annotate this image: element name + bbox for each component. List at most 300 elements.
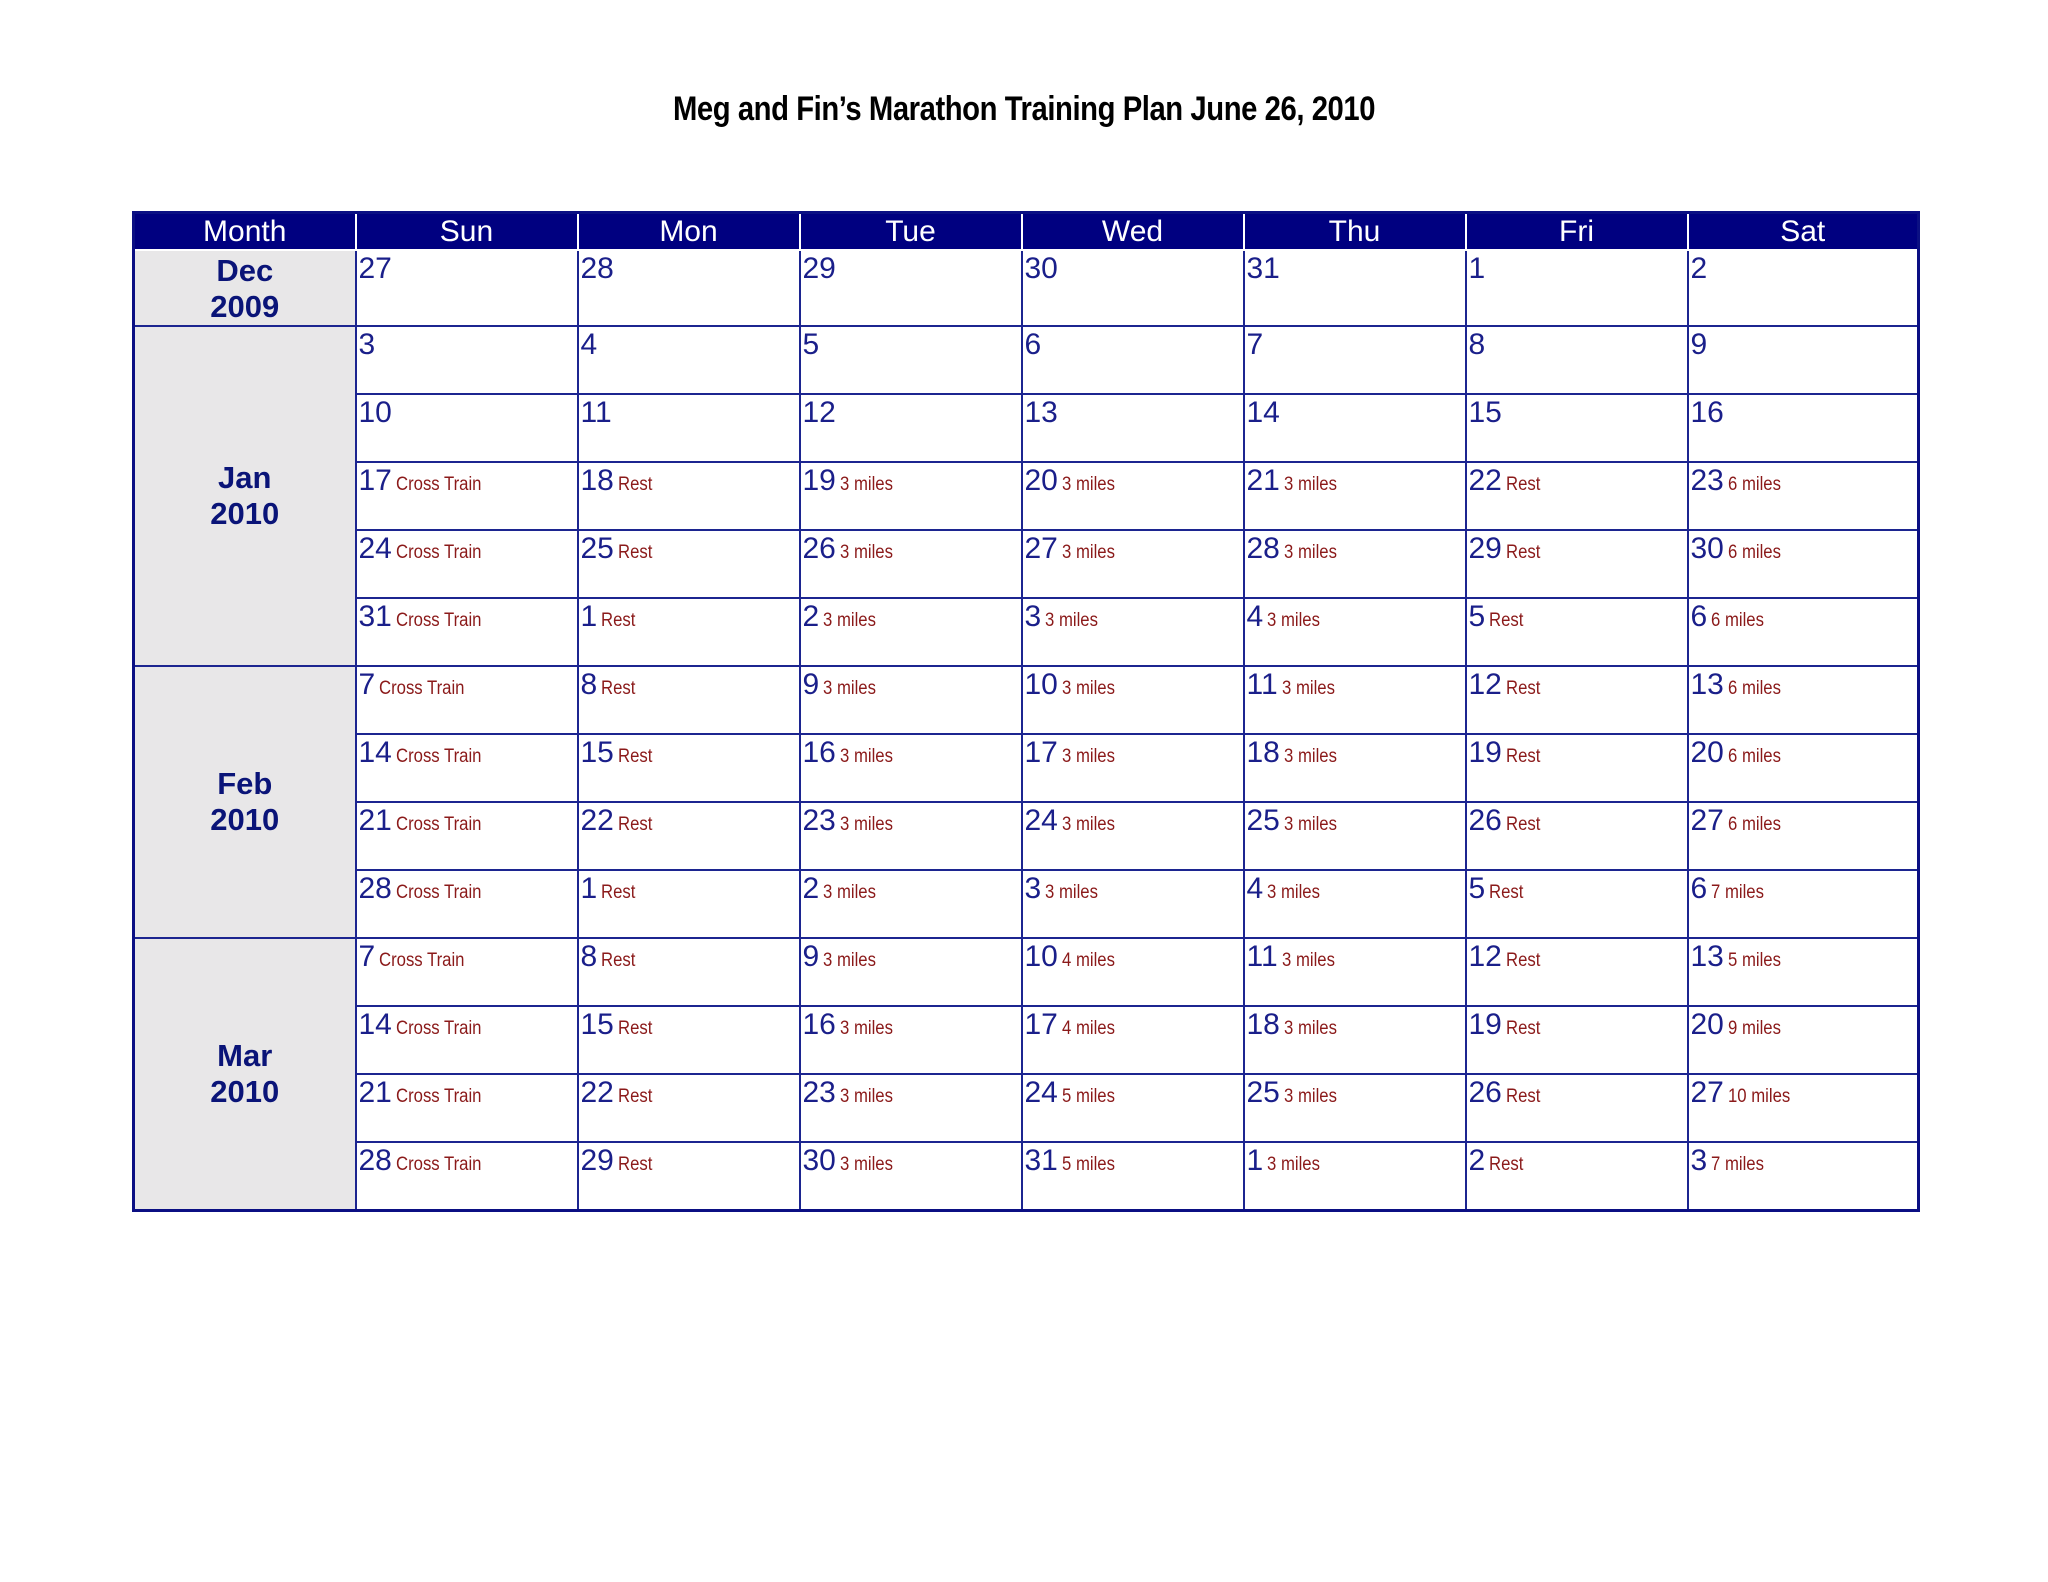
day-cell — [578, 598, 800, 666]
day-cell — [1022, 1142, 1244, 1211]
day-number: 2 — [1690, 252, 1708, 285]
workout-label: 3 miles — [823, 610, 877, 631]
week-row — [134, 802, 1919, 870]
day-number: 31 — [1024, 1144, 1058, 1177]
day-number: 18 — [580, 464, 614, 497]
day-number: 10 — [1024, 940, 1058, 973]
day-cell — [800, 938, 1022, 1006]
workout-label: 3 miles — [1283, 746, 1337, 767]
day-cell — [1244, 734, 1466, 802]
day-number: 5 — [1468, 600, 1486, 633]
workout-label: Rest — [1505, 678, 1541, 699]
workout-label: Cross Train — [395, 542, 482, 563]
day-cell — [1244, 394, 1466, 462]
day-number: 1 — [580, 872, 598, 905]
day-cell — [356, 666, 578, 734]
month-name: Jan — [218, 460, 272, 495]
header-row — [134, 213, 1919, 251]
workout-label: Cross Train — [395, 1154, 482, 1175]
workout-label: 3 miles — [823, 882, 877, 903]
workout-label: 3 miles — [1061, 746, 1115, 767]
workout-label: 3 miles — [1061, 542, 1115, 563]
workout-label: Rest — [1505, 1018, 1541, 1039]
header-tue: Tue — [800, 213, 1022, 251]
day-number: 17 — [1024, 1008, 1058, 1041]
day-cell — [800, 530, 1022, 598]
day-cell — [800, 666, 1022, 734]
day-cell — [578, 1142, 800, 1211]
day-number: 11 — [1246, 940, 1278, 973]
day-cell — [1022, 666, 1244, 734]
day-number: 26 — [1468, 804, 1502, 837]
workout-label: Rest — [1505, 950, 1541, 971]
day-cell — [578, 870, 800, 938]
day-number: 16 — [1690, 396, 1724, 429]
day-number: 17 — [1024, 736, 1058, 769]
day-number: 31 — [358, 600, 392, 633]
day-number: 23 — [1690, 464, 1724, 497]
day-cell — [578, 666, 800, 734]
day-cell — [1022, 462, 1244, 530]
day-cell — [578, 734, 800, 802]
day-cell — [356, 598, 578, 666]
workout-label: 6 miles — [1727, 814, 1781, 835]
day-cell — [1022, 870, 1244, 938]
day-cell — [1466, 1074, 1688, 1142]
day-number: 20 — [1690, 1008, 1724, 1041]
workout-label: 6 miles — [1727, 474, 1781, 495]
workout-label: 3 miles — [1267, 610, 1321, 631]
day-cell — [800, 734, 1022, 802]
day-number: 26 — [802, 532, 836, 565]
week-row — [134, 598, 1919, 666]
day-number: 31 — [1246, 252, 1280, 285]
day-number: 5 — [802, 328, 820, 361]
day-number: 2 — [1468, 1144, 1486, 1177]
workout-label: 3 miles — [1283, 1086, 1337, 1107]
day-number: 7 — [358, 940, 376, 973]
day-cell — [800, 1074, 1022, 1142]
day-cell — [1688, 598, 1919, 666]
workout-label: 6 miles — [1727, 678, 1781, 699]
week-row — [134, 870, 1919, 938]
workout-label: Rest — [1505, 746, 1541, 767]
week-row — [134, 530, 1919, 598]
day-number: 19 — [1468, 1008, 1502, 1041]
day-cell — [356, 938, 578, 1006]
day-number: 7 — [358, 668, 376, 701]
day-cell — [800, 598, 1022, 666]
day-number: 4 — [1246, 872, 1264, 905]
week-row — [134, 1074, 1919, 1142]
workout-label: Rest — [1505, 474, 1541, 495]
day-cell — [1688, 870, 1919, 938]
page-title: Meg and Fin’s Marathon Training Plan June 26, 2010 — [672, 90, 1376, 128]
day-number: 14 — [358, 1008, 392, 1041]
workout-label: Rest — [1489, 1154, 1524, 1175]
header-month: Month — [134, 213, 356, 251]
workout-label: Cross Train — [395, 474, 482, 495]
workout-label: Cross Train — [395, 814, 482, 835]
training-calendar — [132, 211, 1920, 1212]
day-number: 29 — [1468, 532, 1502, 565]
workout-label: 3 miles — [1045, 610, 1099, 631]
day-cell — [1688, 734, 1919, 802]
day-number: 14 — [1246, 396, 1280, 429]
day-number: 15 — [580, 736, 614, 769]
day-number: 18 — [1246, 736, 1280, 769]
workout-label: Rest — [617, 1086, 653, 1107]
day-number: 24 — [358, 532, 392, 565]
day-number: 27 — [358, 252, 392, 285]
header-fri: Fri — [1466, 213, 1688, 251]
workout-label: 3 miles — [1061, 474, 1115, 495]
day-cell — [578, 1006, 800, 1074]
day-number: 30 — [802, 1144, 836, 1177]
day-cell — [1244, 938, 1466, 1006]
workout-label: 6 miles — [1711, 610, 1765, 631]
header-sun: Sun — [356, 213, 578, 251]
day-cell — [800, 802, 1022, 870]
day-number: 1 — [580, 600, 598, 633]
day-cell — [1244, 598, 1466, 666]
workout-label: 5 miles — [1061, 1086, 1115, 1107]
workout-label: 6 miles — [1727, 542, 1781, 563]
workout-label: Cross Train — [395, 882, 482, 903]
day-number: 13 — [1690, 668, 1724, 701]
day-number: 2 — [802, 872, 820, 905]
day-cell — [1466, 394, 1688, 462]
month-year: 2010 — [210, 496, 280, 531]
workout-label: 3 miles — [839, 814, 893, 835]
day-number: 10 — [1024, 668, 1058, 701]
workout-label: 7 miles — [1711, 1154, 1765, 1175]
day-cell — [356, 462, 578, 530]
week-row — [134, 1006, 1919, 1074]
workout-label: Rest — [617, 1154, 653, 1175]
month-cell — [134, 326, 356, 666]
day-cell — [1466, 666, 1688, 734]
workout-label: Rest — [1505, 542, 1541, 563]
day-number: 25 — [580, 532, 614, 565]
day-number: 21 — [1246, 464, 1280, 497]
workout-label: 3 miles — [839, 1154, 893, 1175]
workout-label: Rest — [1489, 610, 1524, 631]
week-row — [134, 666, 1919, 734]
day-cell — [356, 870, 578, 938]
day-cell — [578, 802, 800, 870]
day-cell — [356, 1006, 578, 1074]
day-cell — [1466, 598, 1688, 666]
workout-label: Cross Train — [395, 746, 482, 767]
day-cell — [356, 802, 578, 870]
day-number: 9 — [802, 940, 820, 973]
workout-label: 3 miles — [1283, 814, 1337, 835]
day-cell — [800, 326, 1022, 394]
day-number: 19 — [802, 464, 836, 497]
header-wed: Wed — [1022, 213, 1244, 251]
workout-label: 3 miles — [823, 678, 877, 699]
workout-label: 3 miles — [1267, 1154, 1321, 1175]
day-cell — [1466, 870, 1688, 938]
workout-label: 3 miles — [1061, 678, 1115, 699]
day-cell — [1466, 802, 1688, 870]
day-cell — [578, 462, 800, 530]
workout-label: 3 miles — [1281, 678, 1335, 699]
day-number: 14 — [358, 736, 392, 769]
workout-label: 3 miles — [839, 1018, 893, 1039]
day-number: 29 — [580, 1144, 614, 1177]
day-cell — [578, 530, 800, 598]
day-number: 24 — [1024, 804, 1058, 837]
workout-label: Rest — [617, 1018, 653, 1039]
day-cell — [1244, 870, 1466, 938]
day-number: 13 — [1024, 396, 1058, 429]
day-cell — [1244, 1074, 1466, 1142]
workout-label: 3 miles — [1283, 542, 1337, 563]
workout-label: 3 miles — [1281, 950, 1335, 971]
month-name: Dec — [216, 253, 274, 288]
day-number: 8 — [1468, 328, 1486, 361]
day-cell — [578, 326, 800, 394]
day-cell — [1022, 394, 1244, 462]
day-number: 4 — [1246, 600, 1264, 633]
workout-label: Rest — [601, 678, 636, 699]
day-cell — [578, 938, 800, 1006]
day-number: 3 — [1690, 1144, 1708, 1177]
day-number: 27 — [1690, 1076, 1724, 1109]
day-number: 27 — [1690, 804, 1724, 837]
day-cell — [1022, 250, 1244, 326]
workout-label: Rest — [1505, 814, 1541, 835]
day-number: 8 — [580, 940, 598, 973]
workout-label: Cross Train — [395, 610, 482, 631]
workout-label: 4 miles — [1061, 1018, 1115, 1039]
week-row — [134, 462, 1919, 530]
day-cell — [1688, 250, 1919, 326]
day-cell — [1688, 1142, 1919, 1211]
day-number: 4 — [580, 328, 598, 361]
day-number: 8 — [580, 668, 598, 701]
week-row — [134, 1142, 1919, 1211]
day-number: 15 — [1468, 396, 1502, 429]
day-number: 19 — [1468, 736, 1502, 769]
month-cell — [134, 666, 356, 938]
workout-label: 3 miles — [1045, 882, 1099, 903]
day-number: 6 — [1690, 600, 1708, 633]
day-cell — [1466, 530, 1688, 598]
day-cell — [356, 1074, 578, 1142]
month-cell — [134, 938, 356, 1211]
workout-label: 3 miles — [823, 950, 877, 971]
day-number: 13 — [1690, 940, 1724, 973]
workout-label: 3 miles — [1283, 474, 1337, 495]
day-number: 18 — [1246, 1008, 1280, 1041]
day-number: 30 — [1690, 532, 1724, 565]
day-number: 28 — [580, 252, 614, 285]
workout-label: Cross Train — [395, 1086, 482, 1107]
calendar-body — [134, 250, 1919, 1211]
month-year: 2010 — [210, 802, 280, 837]
day-number: 28 — [1246, 532, 1280, 565]
day-number: 26 — [1468, 1076, 1502, 1109]
day-cell — [1022, 802, 1244, 870]
week-row — [134, 938, 1919, 1006]
day-number: 6 — [1024, 328, 1042, 361]
day-cell — [1022, 530, 1244, 598]
day-number: 25 — [1246, 804, 1280, 837]
day-number: 5 — [1468, 872, 1486, 905]
workout-label: Rest — [617, 542, 653, 563]
day-number: 1 — [1468, 252, 1486, 285]
day-cell — [1688, 802, 1919, 870]
day-cell — [1244, 666, 1466, 734]
day-number: 22 — [580, 804, 614, 837]
day-cell — [1466, 1006, 1688, 1074]
day-number: 7 — [1246, 328, 1264, 361]
day-number: 30 — [1024, 252, 1058, 285]
month-name: Feb — [217, 766, 273, 801]
day-number: 20 — [1690, 736, 1724, 769]
workout-label: 3 miles — [839, 542, 893, 563]
day-cell — [1244, 462, 1466, 530]
day-cell — [800, 394, 1022, 462]
month-name: Mar — [217, 1038, 273, 1073]
day-number: 2 — [802, 600, 820, 633]
header-mon: Mon — [578, 213, 800, 251]
day-number: 25 — [1246, 1076, 1280, 1109]
header-sat: Sat — [1688, 213, 1919, 251]
day-cell — [1466, 938, 1688, 1006]
day-cell — [800, 1006, 1022, 1074]
month-cell — [134, 250, 356, 326]
day-number: 11 — [580, 396, 612, 429]
day-number: 17 — [358, 464, 392, 497]
workout-label: Rest — [601, 950, 636, 971]
day-cell — [800, 250, 1022, 326]
day-number: 23 — [802, 1076, 836, 1109]
day-number: 21 — [358, 804, 392, 837]
day-number: 16 — [802, 1008, 836, 1041]
day-number: 28 — [358, 872, 392, 905]
day-cell — [1688, 326, 1919, 394]
workout-label: Cross Train — [379, 678, 465, 699]
day-number: 23 — [802, 804, 836, 837]
day-number: 27 — [1024, 532, 1058, 565]
day-cell — [1022, 1074, 1244, 1142]
day-cell — [1244, 802, 1466, 870]
day-cell — [1688, 1006, 1919, 1074]
workout-label: Cross Train — [395, 1018, 482, 1039]
week-row — [134, 250, 1919, 326]
day-cell — [356, 1142, 578, 1211]
day-cell — [1466, 1142, 1688, 1211]
day-number: 29 — [802, 252, 836, 285]
workout-label: 3 miles — [1267, 882, 1321, 903]
workout-label: Rest — [601, 882, 636, 903]
day-cell — [1244, 250, 1466, 326]
day-number: 3 — [358, 328, 376, 361]
day-cell — [1466, 250, 1688, 326]
day-number: 22 — [1468, 464, 1502, 497]
workout-label: 10 miles — [1727, 1086, 1791, 1107]
day-number: 28 — [358, 1144, 392, 1177]
day-cell — [1022, 734, 1244, 802]
day-cell — [1688, 394, 1919, 462]
workout-label: 3 miles — [1061, 814, 1115, 835]
workout-label: 4 miles — [1061, 950, 1115, 971]
day-number: 9 — [802, 668, 820, 701]
day-cell — [800, 1142, 1022, 1211]
day-number: 22 — [580, 1076, 614, 1109]
workout-label: 9 miles — [1727, 1018, 1781, 1039]
day-number: 11 — [1246, 668, 1278, 701]
day-cell — [1022, 326, 1244, 394]
day-cell — [1688, 1074, 1919, 1142]
workout-label: Rest — [1505, 1086, 1541, 1107]
day-number: 12 — [802, 396, 836, 429]
workout-label: 5 miles — [1727, 950, 1781, 971]
day-number: 12 — [1468, 668, 1502, 701]
day-cell — [1022, 598, 1244, 666]
day-number: 16 — [802, 736, 836, 769]
day-number: 12 — [1468, 940, 1502, 973]
day-cell — [1244, 1006, 1466, 1074]
week-row — [134, 394, 1919, 462]
day-cell — [800, 462, 1022, 530]
workout-label: 3 miles — [839, 746, 893, 767]
day-number: 20 — [1024, 464, 1058, 497]
week-row — [134, 326, 1919, 394]
workout-label: 5 miles — [1061, 1154, 1115, 1175]
day-cell — [356, 394, 578, 462]
day-number: 10 — [358, 396, 392, 429]
month-year: 2010 — [210, 1074, 280, 1109]
workout-label: 3 miles — [839, 1086, 893, 1107]
day-cell — [1466, 734, 1688, 802]
workout-label: Rest — [601, 610, 636, 631]
day-cell — [1022, 1006, 1244, 1074]
workout-label: Rest — [1489, 882, 1524, 903]
workout-label: 3 miles — [1283, 1018, 1337, 1039]
workout-label: Cross Train — [379, 950, 465, 971]
day-cell — [1688, 462, 1919, 530]
workout-label: Rest — [617, 474, 653, 495]
day-cell — [356, 734, 578, 802]
day-number: 1 — [1246, 1144, 1264, 1177]
day-cell — [1244, 530, 1466, 598]
day-number: 9 — [1690, 328, 1708, 361]
day-cell — [356, 326, 578, 394]
header-thu: Thu — [1244, 213, 1466, 251]
workout-label: Rest — [617, 814, 653, 835]
day-cell — [1688, 938, 1919, 1006]
day-cell — [578, 250, 800, 326]
day-cell — [1022, 938, 1244, 1006]
day-number: 24 — [1024, 1076, 1058, 1109]
workout-label: Rest — [617, 746, 653, 767]
day-cell — [800, 870, 1022, 938]
day-cell — [1466, 462, 1688, 530]
month-year: 2009 — [210, 289, 280, 324]
workout-label: 6 miles — [1727, 746, 1781, 767]
workout-label: 7 miles — [1711, 882, 1765, 903]
day-number: 6 — [1690, 872, 1708, 905]
day-number: 3 — [1024, 600, 1042, 633]
day-cell — [1688, 530, 1919, 598]
day-cell — [356, 250, 578, 326]
day-cell — [1466, 326, 1688, 394]
